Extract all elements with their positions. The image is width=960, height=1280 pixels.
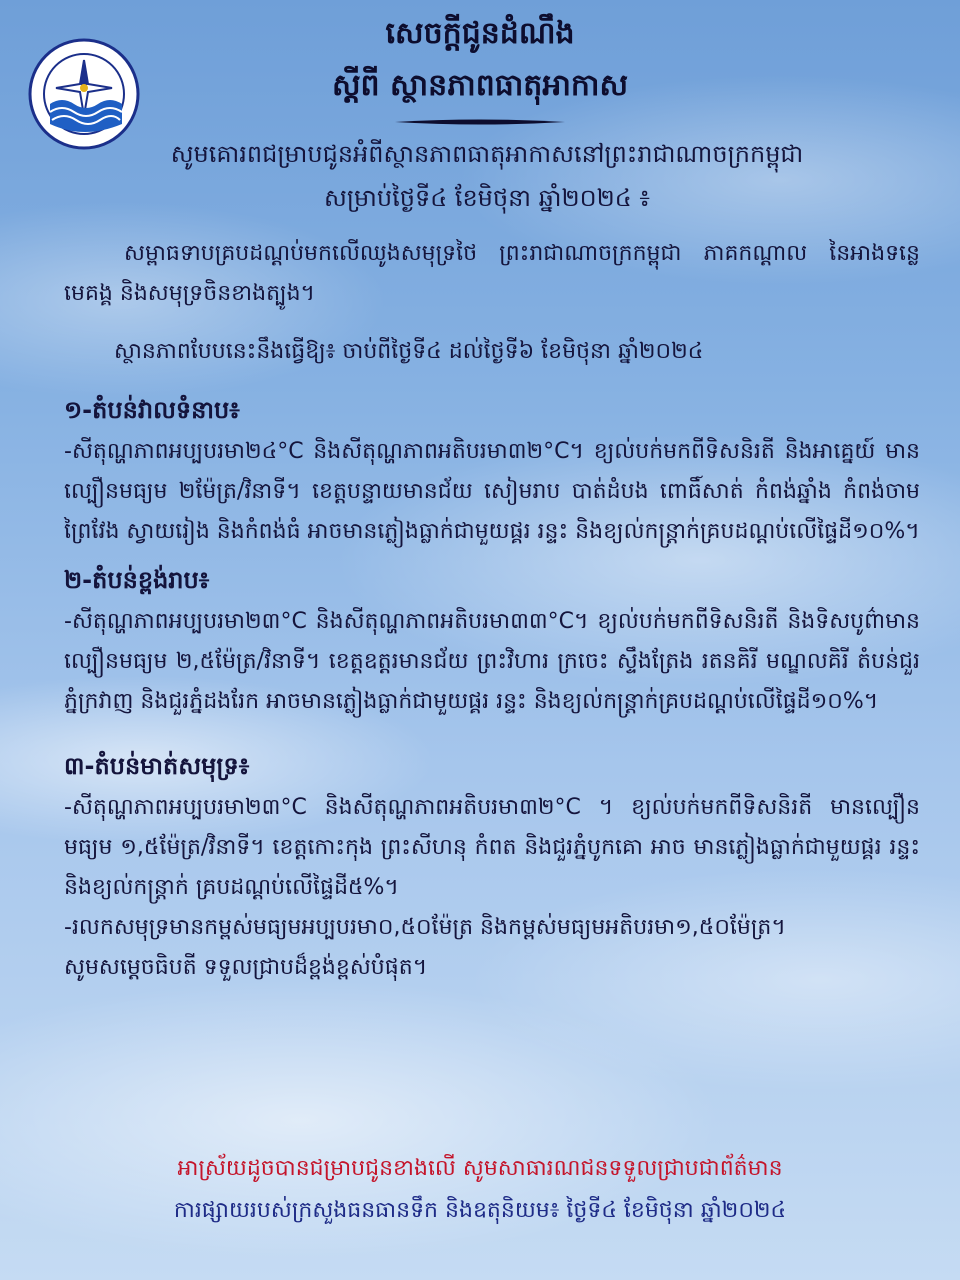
summary-paragraph: សម្ពាធទាបគ្របដណ្តប់មកលើឈូងសមុទ្រថៃ ព្រះរាជាណាចក្រកម្ពុជា ភាគកណ្តាល នៃអាងទន្លេមេគង្គ និងសមុទ្រចិនខាងត្បូង។ bbox=[64, 241, 920, 306]
ornament-divider-icon bbox=[395, 117, 565, 127]
section-1-heading: ១-តំបន់វាលទំនាប៖ bbox=[64, 396, 240, 424]
footer-line-2: ការផ្សាយរបស់ក្រសួងធនធានទឹក និងឧតុនិយម៖ ថ្ងៃទី៤ ខែមិថុនា ឆ្នាំ២០២៤ bbox=[173, 1198, 787, 1223]
bulletin-content bbox=[64, 132, 920, 988]
period-paragraph: ស្ថានភាពបែបនេះនឹងធ្វើឱ្យ៖ ចាប់ពីថ្ងៃទី៤ ដល់ថ្ងៃទី៦ ខែមិថុនា ឆ្នាំ២០២៤ bbox=[114, 339, 704, 364]
section-2-body: -សីតុណ្ហភាពអប្បបរមា២៣°C និងសីតុណ្ហភាពអតិបរមា៣៣°C។ ខ្យល់បក់មកពីទិសនិរតី និងទិសបូព៌ាមានល្បឿនមធ្យម ២,៥ម៉ែត្រ/វិនាទី។ ខេត្តឧត្តរមានជ័យ ព្រះវិហារ ក្រចេះ ស្ទឹងត្រែង រតនគិរី មណ្ឌលគិរី តំបន់ជួរភ្នំក្រវាញ និងជួរភ្នំដងរែក អាចមានភ្លៀងធ្លាក់ជាមួយផ្គរ រន្ទះ និងខ្យល់កន្ត្រាក់គ្របដណ្តប់លើផ្ទៃដី១០%។ bbox=[64, 609, 920, 714]
section-2-heading: ២-តំបន់ខ្ពង់រាប៖ bbox=[64, 566, 210, 594]
footer-line-1: អាស្រ័យដូចបានជម្រាបជូនខាងលើ សូមសាធារណជនទទួលជ្រាបជាព័ត៌មាន bbox=[177, 1156, 783, 1181]
title-line-2: ស្តីពី ស្ថានភាពធាតុអាកាស bbox=[331, 68, 629, 103]
section-3-waves: -រលកសមុទ្រមានកម្ពស់មធ្យមអប្បបរមា០,៥០ម៉ែត្រ និងកម្ពស់មធ្យមអតិបរមា១,៥០ម៉ែត្រ។ bbox=[64, 915, 786, 940]
section-1-body: -សីតុណ្ហភាពអប្បបរមា២៤°C និងសីតុណ្ហភាពអតិបរមា៣២°C។ ខ្យល់បក់មកពីទិសនិរតី និងអាគ្នេយ៍ មានល្បឿនមធ្យម ២ម៉ែត្រ/វិនាទី។ ខេត្តបន្ទាយមានជ័យ សៀមរាប បាត់ដំបង ពោធិ៍សាត់ កំពង់ឆ្នាំង កំពង់ចាម ព្រៃវែង ស្វាយរៀង និងកំពង់ធំ អាចមានភ្លៀងធ្លាក់ជាមួយផ្គរ រន្ទះ និងខ្យល់កន្ត្រាក់គ្របដណ្តប់លើផ្ទៃដី១០%។ bbox=[64, 439, 920, 544]
section-3-body: -សីតុណ្ហភាពអប្បបរមា២៣°C និងសីតុណ្ហភាពអតិបរមា៣២°C ។ ខ្យល់បក់មកពីទិសនិរតី មានល្បឿន មធ្យម ១,៥ម៉ែត្រ/វិនាទី។ ខេត្តកោះកុង ព្រះសីហនុ កំពត និងជួរភ្នំបូកគោ អាច មានភ្លៀងធ្លាក់ជាមួយផ្គរ រន្ទះ និងខ្យល់កន្ត្រាក់ គ្របដណ្តប់លើផ្ទៃដី៥%។ bbox=[64, 795, 920, 900]
intro-line-2: សម្រាប់ថ្ងៃទី៤ ខែមិថុនា ឆ្នាំ២០២៤ ៖ bbox=[324, 184, 650, 212]
section-3-heading: ៣-តំបន់មាត់សមុទ្រ៖ bbox=[64, 752, 250, 780]
title-line-1: សេចក្តីជូនដំណឹង bbox=[385, 16, 575, 51]
title-block bbox=[150, 8, 810, 131]
footer bbox=[0, 1148, 960, 1232]
intro-line-1: សូមគោរពជម្រាបជូនអំពីស្ថានភាពធាតុអាកាសនៅព្រះរាជាណាចក្រកម្ពុជា bbox=[170, 140, 804, 168]
section-3-closing: សូមសម្តេចធិបតី ទទួលជ្រាបដ៏ខ្ពង់ខ្ពស់បំផុត។ bbox=[64, 955, 428, 980]
